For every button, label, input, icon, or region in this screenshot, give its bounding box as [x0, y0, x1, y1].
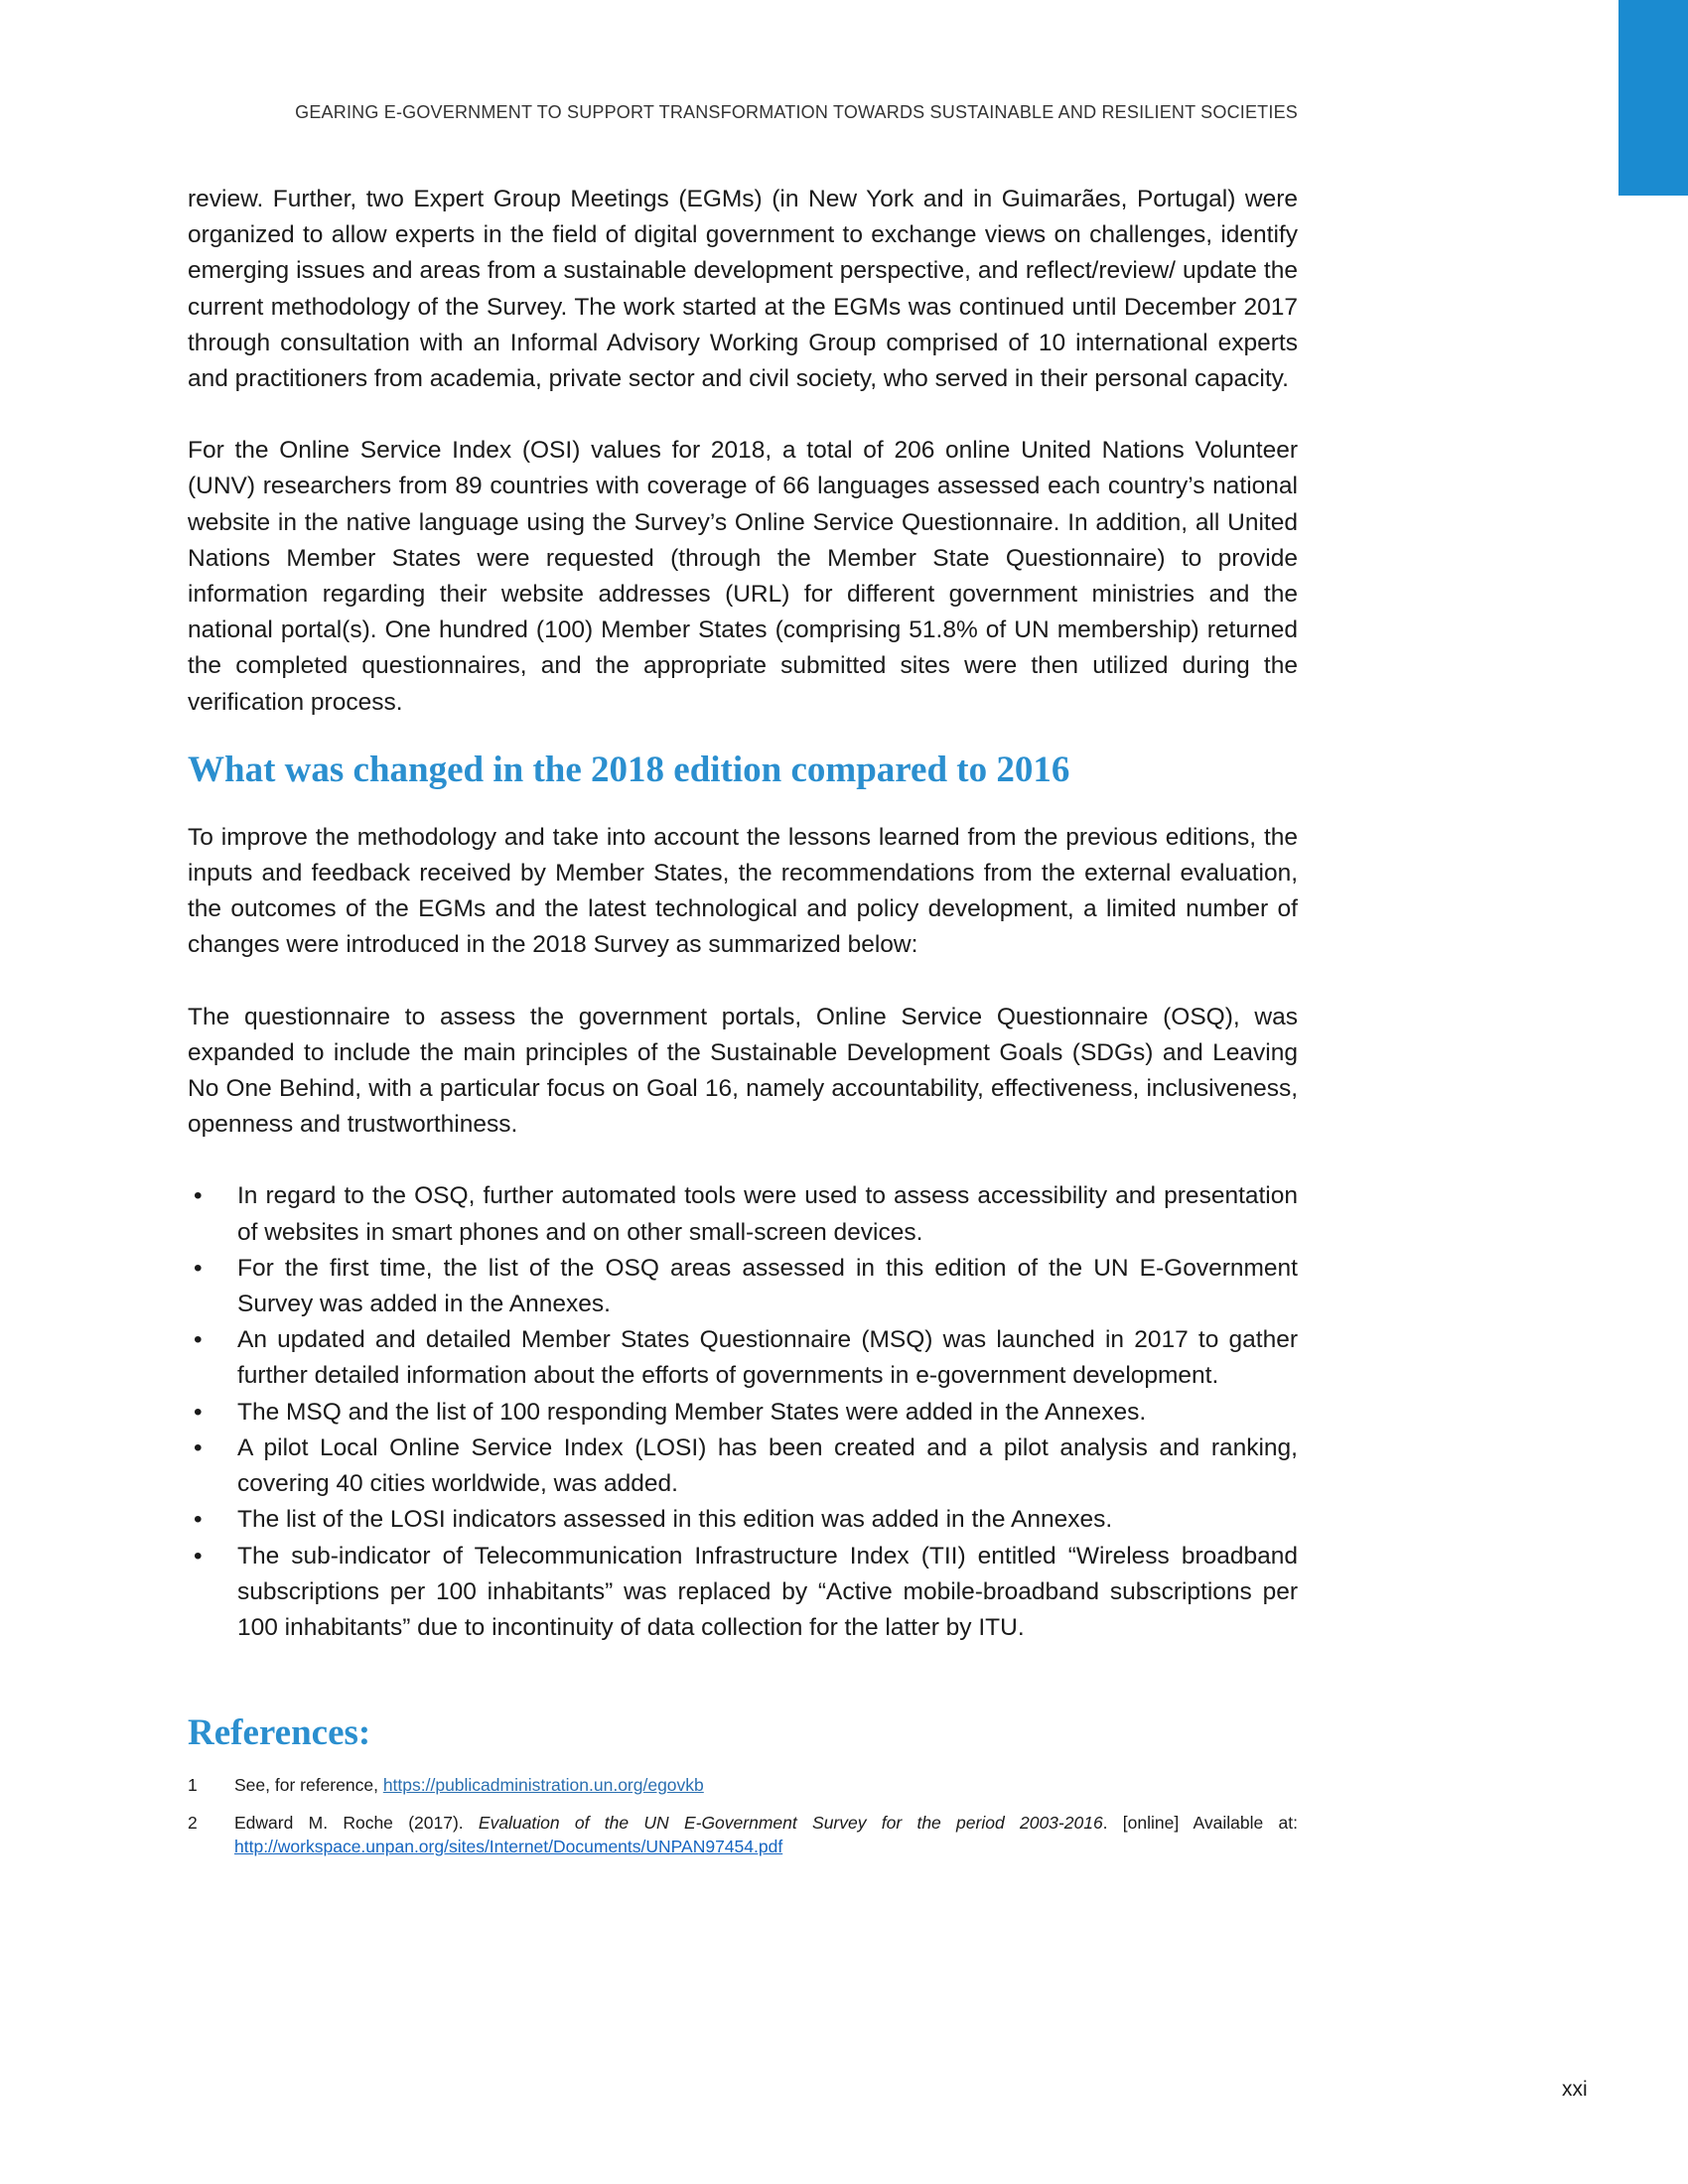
reference-text: Edward M. Roche (2017).	[234, 1813, 479, 1834]
page-content	[188, 182, 1298, 1872]
reference-link[interactable]: https://publicadministration.un.org/egovkb	[382, 1775, 704, 1796]
bullet-icon: •	[194, 1506, 203, 1534]
bullet-item	[188, 1395, 1298, 1431]
references-list	[188, 1773, 1298, 1858]
bullet-text: An updated and detailed Member States Questionnaire (MSQ) was launched in 2017 to gather further detailed information about the efforts of governments in e-government development.	[237, 1326, 1298, 1390]
bullet-item	[188, 1431, 1298, 1502]
reference-item-2	[188, 1811, 1298, 1858]
body-paragraph-2: For the Online Service Index (OSI) values for 2018, a total of 206 online United Nations Volunteer (UNV) researchers from 89 countries with coverage of 66 languages assessed each country’s national website in the native language using the Survey’s Online Service Questionnaire. In addition, all United Nations Member States were requested (through the Member State Questionnaire) to provide information regarding their website addresses (URL) for different government ministries and the national portal(s). One hundred (100) Member States (comprising 51.8% of UN membership) returned the completed questionnaires, and the appropriate submitted sites were then utilized during the verification process.	[188, 437, 1298, 716]
bullet-icon: •	[194, 1182, 203, 1210]
reference-number: 1	[188, 1775, 198, 1796]
section-paragraph-1: To improve the methodology and take into account the lessons learned from the previous editions, the inputs and feedback received by Member States, the recommendations from the external evaluation, the outcomes of the EGMs and the latest technological and policy development, a limited number of changes were introduced in the 2018 Survey as summarized below:	[188, 823, 1298, 959]
bullet-icon: •	[194, 1542, 203, 1570]
bullet-text: The MSQ and the list of 100 responding Member States were added in the Annexes.	[237, 1398, 1147, 1426]
reference-text: . [online] Available at:	[1102, 1813, 1298, 1834]
bullet-text: In regard to the OSQ, further automated tools were used to assess accessibility and presentation of websites in smart phones and on other small-screen devices.	[237, 1182, 1298, 1246]
changes-bullet-list	[188, 1178, 1298, 1646]
bullet-item	[188, 1502, 1298, 1538]
bullet-item	[188, 1539, 1298, 1647]
section-paragraph-2: The questionnaire to assess the government portals, Online Service Questionnaire (OSQ), was expanded to include the main principles of the Sustainable Development Goals (SDGs) and Leaving No One Behind, with a particular focus on Goal 16, namely accountability, effectiveness, inclusiveness, openness and trustworthiness.	[188, 1003, 1298, 1139]
running-header: GEARING E-GOVERNMENT TO SUPPORT TRANSFORMATION TOWARDS SUSTAINABLE AND RESILIENT SOCIETIES	[295, 102, 1298, 122]
reference-number: 2	[188, 1813, 198, 1834]
bullet-item	[188, 1322, 1298, 1394]
reference-title: Evaluation of the UN E-Government Survey for the period 2003-2016	[478, 1813, 1103, 1834]
bullet-icon: •	[194, 1254, 203, 1282]
bullet-icon: •	[194, 1433, 203, 1461]
references-heading: References:	[188, 1712, 371, 1754]
body-paragraph-1: review. Further, two Expert Group Meetings (EGMs) (in New York and in Guimarães, Portugal) were organized to allow experts in the field of digital government to exchange views on challenges, identify emerging issues and areas from a sustainable development perspective, and reflect/review/ update the current methodology of the Survey. The work started at the EGMs was continued until December 2017 through consultation with an Informal Advisory Working Group comprised of 10 international experts and practitioners from academia, private sector and civil society, who served in their personal capacity.	[188, 186, 1298, 393]
reference-link[interactable]: http://workspace.unpan.org/sites/Internet/Documents/UNPAN97454.pdf	[234, 1837, 783, 1857]
bullet-text: For the first time, the list of the OSQ areas assessed in this edition of the UN E-Government Survey was added in the Annexes.	[237, 1254, 1298, 1318]
bullet-text: The sub-indicator of Telecommunication Infrastructure Index (TII) entitled “Wireless broadband subscriptions per 100 inhabitants” was replaced by “Active mobile-broadband subscriptions per 100 inhabitants” due to incontinuity of data collection for the latter by ITU.	[237, 1542, 1298, 1641]
bullet-text: A pilot Local Online Service Index (LOSI) has been created and a pilot analysis and ranking, covering 40 cities worldwide, was added.	[237, 1433, 1298, 1498]
bullet-item	[188, 1251, 1298, 1322]
bullet-icon: •	[194, 1326, 203, 1354]
bullet-item	[188, 1178, 1298, 1250]
reference-text: See, for reference,	[234, 1775, 383, 1796]
reference-item-1	[188, 1773, 1298, 1797]
bullet-text: The list of the LOSI indicators assessed in this edition was added in the Annexes.	[237, 1506, 1113, 1534]
section-heading: What was changed in the 2018 edition compared to 2016	[188, 749, 1070, 790]
bullet-icon: •	[194, 1398, 203, 1426]
blue-corner-tab	[1618, 0, 1688, 196]
page-number: xxi	[1562, 2078, 1588, 2101]
